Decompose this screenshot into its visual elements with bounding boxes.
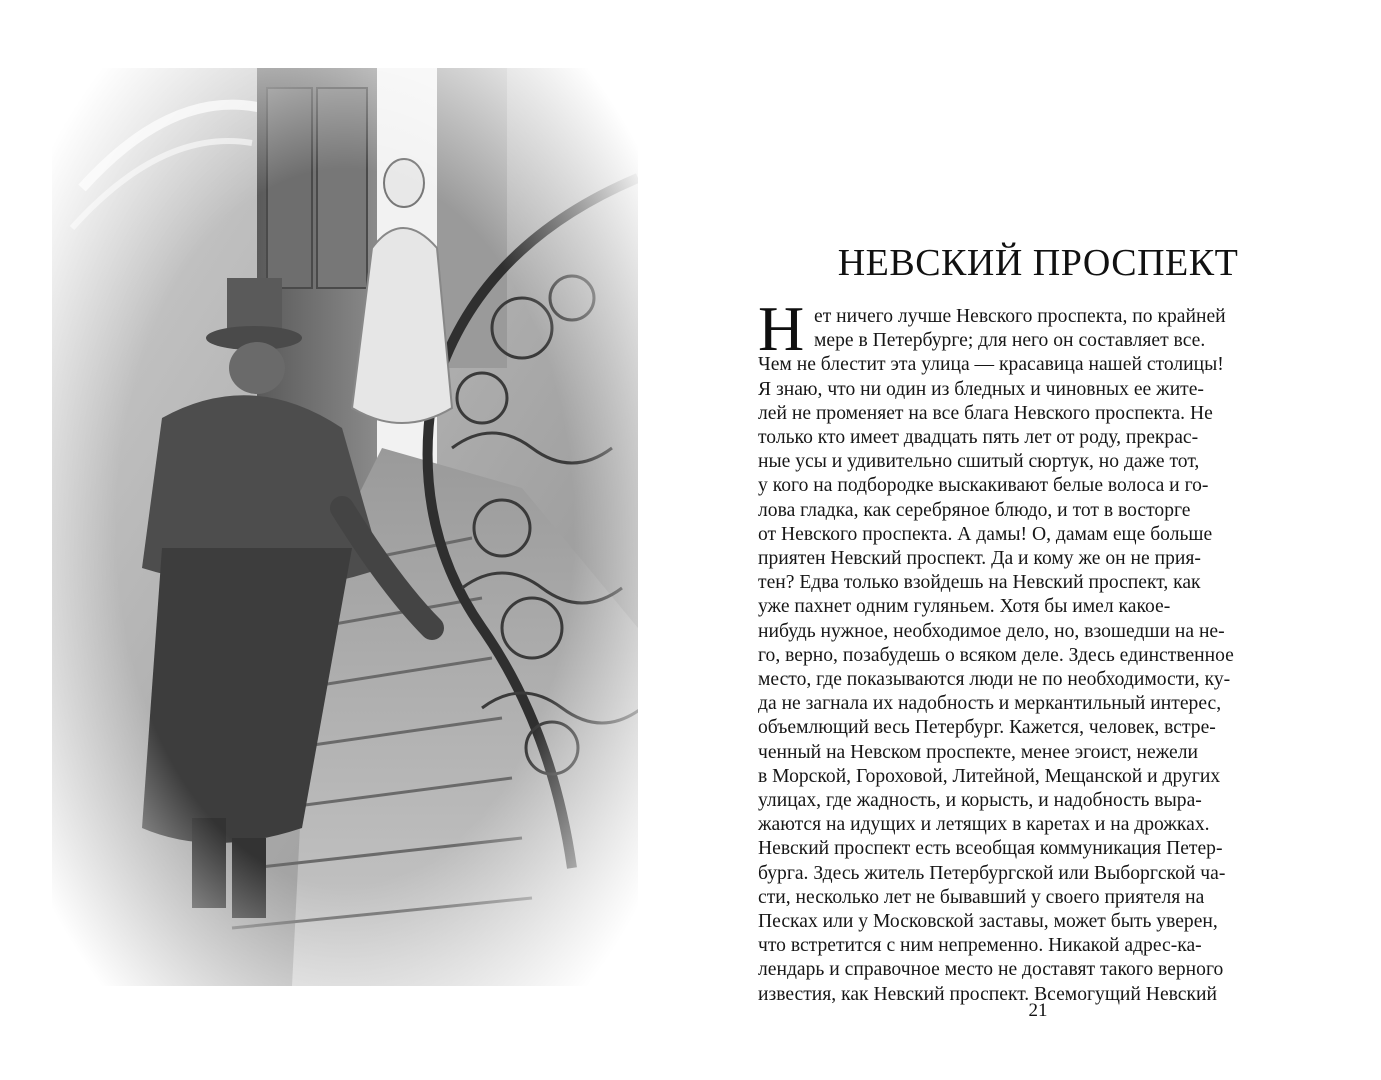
drop-cap: Н [758,293,805,364]
text-line: лова гладка, как серебряное блюдо, и тот в восторге [758,499,1191,521]
text-line: Чем не блестит эта улица — красавица нашей столицы! [758,354,1224,376]
text-line: мере в Петербурге; для него он составляет все. [814,330,1206,352]
text-line: известия, как Невский проспект. Всемогущий Невский [758,983,1217,1005]
text-line: в Морской, Гороховой, Литейной, Мещанской и других [758,765,1221,787]
text-page [758,232,1318,1007]
text-line: объемлющий весь Петербург. Кажется, человек, встре- [758,717,1216,739]
text-line: Невский проспект есть всеобщая коммуникация Петер- [758,838,1223,860]
text-line: жаются на идущих и летящих в каретах и на дрожках. [758,814,1210,836]
text-line: ет ничего лучше Невского проспекта, по крайней [814,306,1226,327]
drop-cap-block [758,293,1318,364]
text-line: лендарь и справочное место не доставят такого верного [758,959,1224,981]
text-line: уже пахнет одним гуляньем. Хотя бы имел какое- [758,596,1171,618]
text-line: лей не променяет на все блага Невского проспекта. Не [758,402,1213,424]
text-line: только кто имеет двадцать пять лет от роду, прекрас- [758,427,1199,449]
text-line: что встретится с ним непременно. Никакой адрес-ка- [758,935,1202,957]
text-line: от Невского проспекта. А дамы! О, дамам еще больше [758,523,1213,545]
text-line: у кого на подбородке выскакивают белые волоса и го- [758,475,1209,497]
chapter-body [758,293,1318,1007]
text-line: Песках или у Московской заставы, может быть уверен, [758,911,1218,933]
text-line: сти, несколько лет не бывавший у своего приятеля на [758,886,1205,908]
text-line: нибудь нужное, необходимое дело, но, взошедши на не- [758,620,1225,642]
text-line: ные усы и удивительно сшитый сюртук, но даже тот, [758,451,1200,473]
text-line: приятен Невский проспект. Да и кому же он не прия- [758,548,1201,570]
text-line: улицах, где жадность, и корысть, и надобность выра- [758,790,1202,812]
chapter-title: НЕВСКИЙ ПРОСПЕКТ [837,242,1239,284]
page-number: 21 [1028,1000,1048,1021]
text-line: тен? Едва только взойдешь на Невский проспект, как [758,572,1201,594]
text-line: бурга. Здесь житель Петербургской или Выборгской ча- [758,862,1226,884]
text-line: ченный на Невском проспекте, менее эгоист, нежели [758,741,1198,763]
text-line: го, верно, позабудешь о всяком деле. Здесь единственное [758,644,1234,666]
text-line: да не загнала их надобность и меркантильный интерес, [758,693,1222,715]
text-line: Я знаю, что ни один из бледных и чиновных ее жите- [758,378,1204,400]
staircase-scene-illustration [52,68,638,986]
text-line: место, где показываются люди не по необходимости, ку- [758,669,1231,691]
